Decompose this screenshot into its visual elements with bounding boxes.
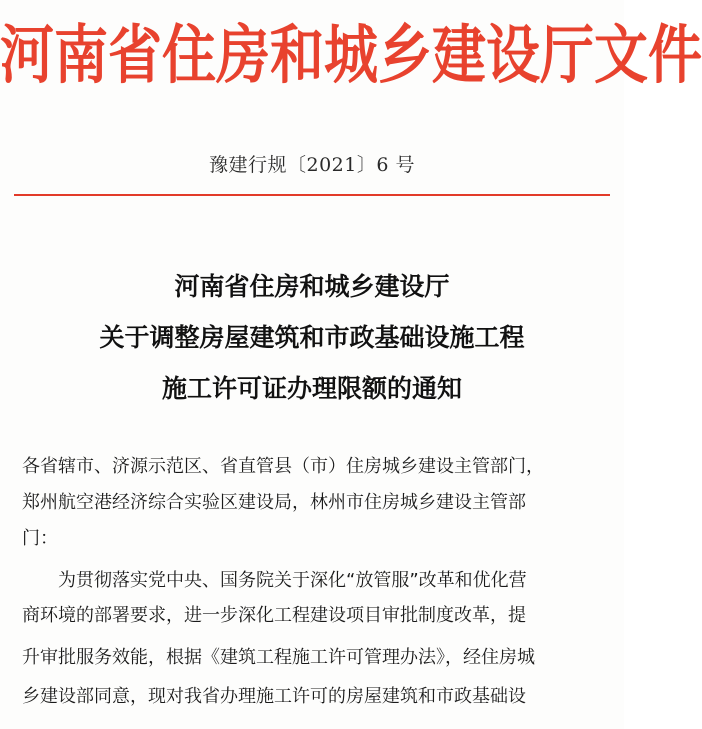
masthead-title: 河南省住房和城乡建设厅文件 bbox=[0, 16, 702, 93]
notice-title-line-1: 河南省住房和城乡建设厅 bbox=[174, 272, 450, 301]
addressee-text: 各省辖市、济源示范区、省直管县（市）住房城乡建设主管部门， bbox=[22, 456, 544, 477]
notice-title-line-2: 关于调整房屋建筑和市政基础设施工程 bbox=[99, 323, 525, 352]
addressee-text: 门： bbox=[22, 528, 58, 549]
red-divider-line bbox=[14, 194, 610, 196]
body-text: 升审批服务效能，根据《建筑工程施工许可管理办法》，经住房城 bbox=[22, 647, 535, 668]
addressee-text: 郑州航空港经济综合实验区建设局，林州市住房城乡建设主管部 bbox=[22, 492, 526, 513]
body-text: 为贯彻落实党中央、国务院关于深化“放管服”改革和优化营 bbox=[58, 570, 527, 591]
body-text: 乡建设部同意，现对我省办理施工许可的房屋建筑和市政基础设 bbox=[22, 686, 526, 707]
document-number: 豫建行规〔2021〕6 号 bbox=[209, 154, 415, 176]
notice-title-line-3: 施工许可证办理限额的通知 bbox=[161, 374, 462, 403]
body-text: 商环境的部署要求，进一步深化工程建设项目审批制度改革，提 bbox=[22, 605, 526, 626]
